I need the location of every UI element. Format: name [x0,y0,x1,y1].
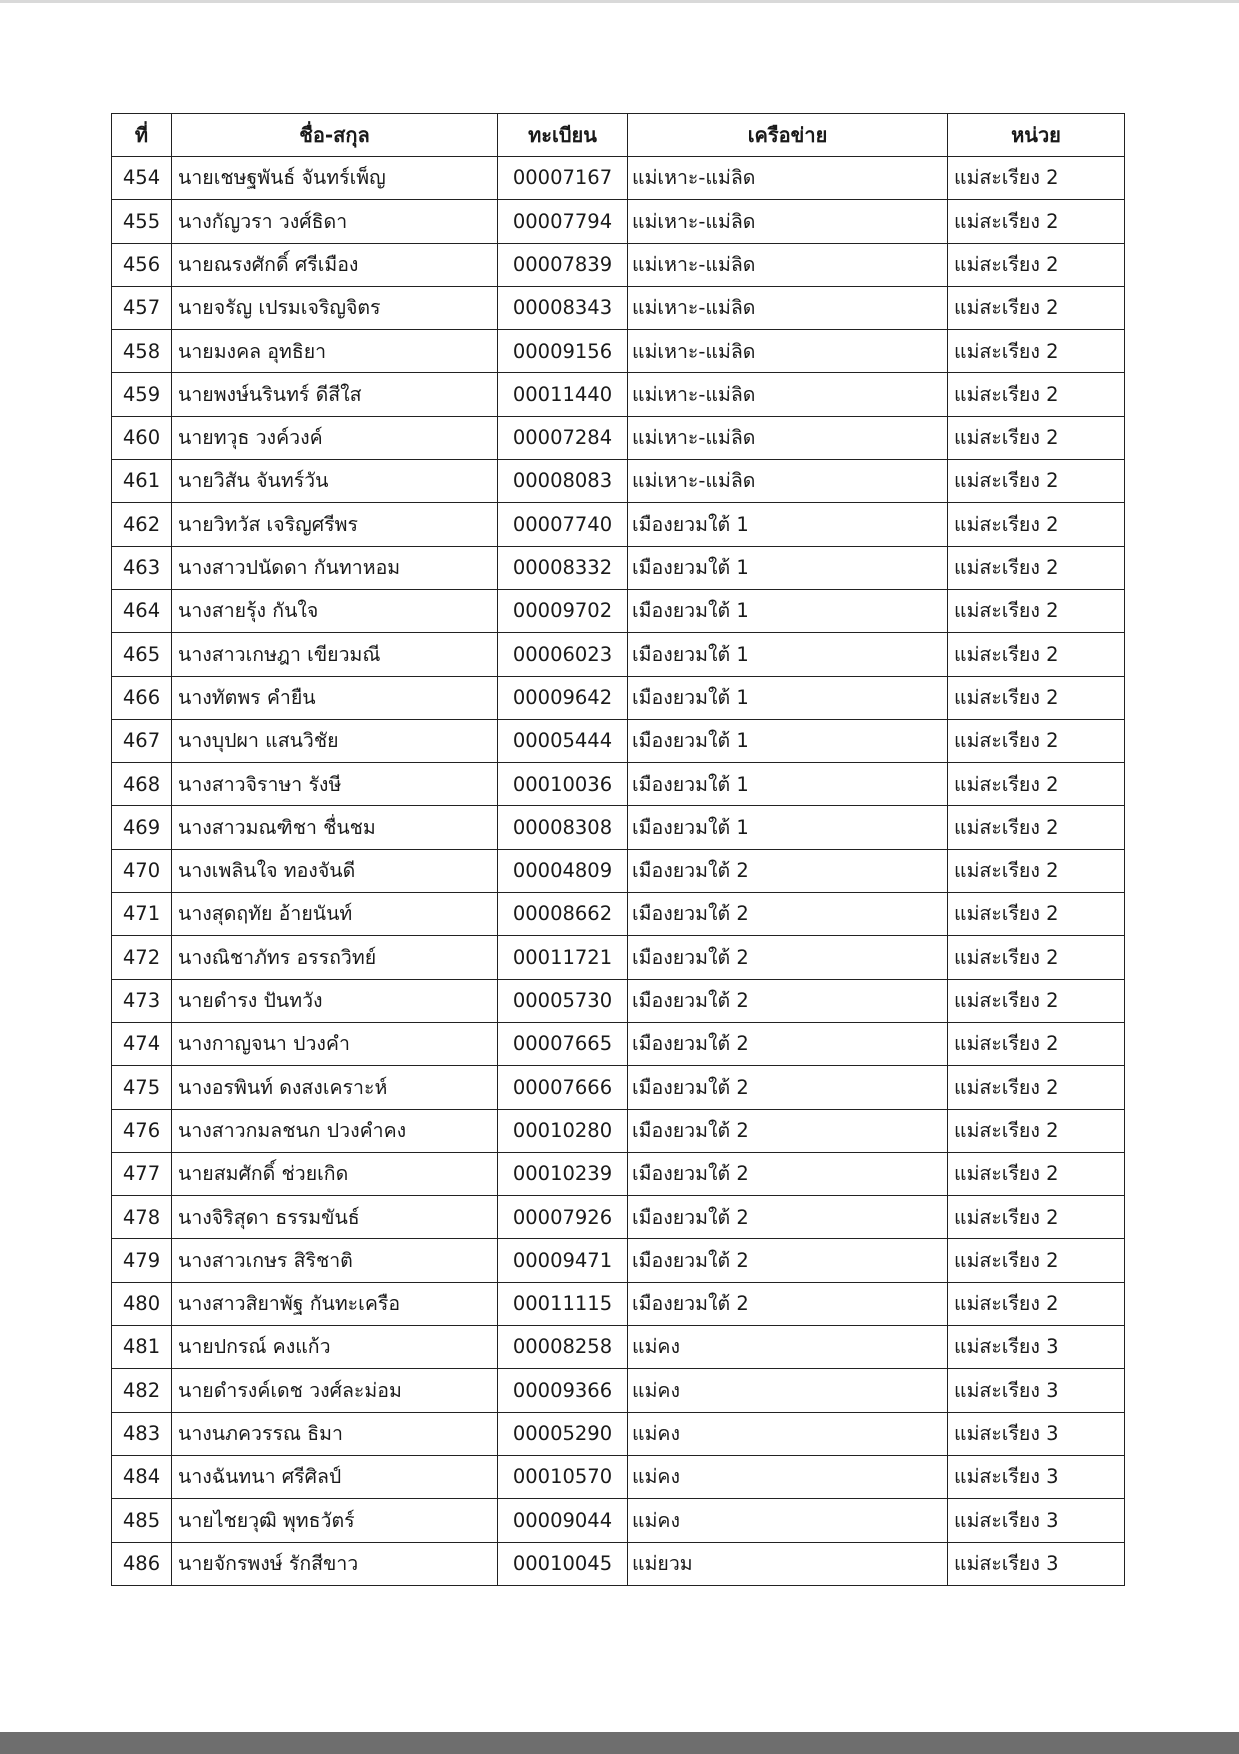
table-row [112,1499,1125,1542]
row-number: 482 [112,1369,172,1412]
network-name: เมืองยวมใต้ 2 [628,1239,948,1282]
row-number: 481 [112,1326,172,1369]
full-name: นางณิชาภัทร อรรถวิทย์ [172,936,498,979]
network-name: เมืองยวมใต้ 2 [628,1022,948,1065]
full-name: นางนภควรรณ ธิมา [172,1412,498,1455]
registration-number: 00010280 [498,1109,628,1152]
row-number: 474 [112,1022,172,1065]
network-name: เมืองยวมใต้ 1 [628,676,948,719]
table-row [112,1282,1125,1325]
network-name: เมืองยวมใต้ 2 [628,893,948,936]
table-row [112,373,1125,416]
network-name: แม่เหาะ-แม่ลิด [628,460,948,503]
unit-name: แม่สะเรียง 2 [948,849,1125,892]
row-number: 459 [112,373,172,416]
row-number: 467 [112,719,172,762]
registration-number: 00004809 [498,849,628,892]
full-name: นายณรงศักดิ์ ศรีเมือง [172,243,498,286]
full-name: นายเชษฐพันธ์ จันทร์เพ็ญ [172,157,498,200]
network-name: เมืองยวมใต้ 2 [628,1066,948,1109]
network-name: แม่คง [628,1412,948,1455]
unit-name: แม่สะเรียง 3 [948,1326,1125,1369]
registration-number: 00008083 [498,460,628,503]
unit-name: แม่สะเรียง 2 [948,243,1125,286]
full-name: นางทัตพร คำยืน [172,676,498,719]
row-number: 454 [112,157,172,200]
full-name: นางสาวกมลชนก ปวงคำคง [172,1109,498,1152]
full-name: นางสาวสิยาพัฐ กันทะเครือ [172,1282,498,1325]
registration-number: 00010239 [498,1152,628,1195]
unit-name: แม่สะเรียง 2 [948,1022,1125,1065]
network-name: เมืองยวมใต้ 1 [628,633,948,676]
table-header-row [112,114,1125,157]
full-name: นางบุปผา แสนวิชัย [172,719,498,762]
table-row [112,1022,1125,1065]
registration-number: 00006023 [498,633,628,676]
registration-number: 00008343 [498,286,628,329]
network-name: เมืองยวมใต้ 2 [628,849,948,892]
row-number: 480 [112,1282,172,1325]
row-number: 461 [112,460,172,503]
table-row [112,1109,1125,1152]
full-name: นายมงคล อุทธิยา [172,330,498,373]
row-number: 455 [112,200,172,243]
network-name: เมืองยวมใต้ 2 [628,1196,948,1239]
table-row [112,330,1125,373]
table-row [112,849,1125,892]
unit-name: แม่สะเรียง 2 [948,936,1125,979]
unit-name: แม่สะเรียง 2 [948,286,1125,329]
registration-number: 00009156 [498,330,628,373]
table-row [112,676,1125,719]
unit-name: แม่สะเรียง 2 [948,979,1125,1022]
header-unit: หน่วย [948,114,1125,157]
header-network: เครือข่าย [628,114,948,157]
table-row [112,1066,1125,1109]
unit-name: แม่สะเรียง 3 [948,1499,1125,1542]
table-row [112,157,1125,200]
full-name: นางเพลินใจ ทองจันดี [172,849,498,892]
full-name: นางสาวเกษฎา เขียวมณี [172,633,498,676]
table-row [112,1152,1125,1195]
network-name: เมืองยวมใต้ 1 [628,763,948,806]
full-name: นายทวุธ วงค์วงค์ [172,416,498,459]
network-name: เมืองยวมใต้ 1 [628,503,948,546]
full-name: นายดำรงค์เดช วงศ์ละม่อม [172,1369,498,1412]
full-name: นางจิริสุดา ธรรมขันธ์ [172,1196,498,1239]
table-row [112,1369,1125,1412]
table-row [112,893,1125,936]
unit-name: แม่สะเรียง 3 [948,1542,1125,1585]
full-name: นายไชยวุฒิ พุทธวัตร์ [172,1499,498,1542]
table-row [112,416,1125,459]
row-number: 466 [112,676,172,719]
row-number: 479 [112,1239,172,1282]
network-name: เมืองยวมใต้ 2 [628,1282,948,1325]
registration-number: 00010570 [498,1455,628,1498]
table-row [112,1412,1125,1455]
registration-number: 00007167 [498,157,628,200]
registration-number: 00008332 [498,546,628,589]
registration-number: 00005730 [498,979,628,1022]
registration-number: 00009366 [498,1369,628,1412]
table-row [112,806,1125,849]
registration-number: 00011721 [498,936,628,979]
unit-name: แม่สะเรียง 2 [948,719,1125,762]
unit-name: แม่สะเรียง 2 [948,1109,1125,1152]
network-name: เมืองยวมใต้ 2 [628,979,948,1022]
table-row [112,1455,1125,1498]
table-row [112,1542,1125,1585]
table-row [112,719,1125,762]
unit-name: แม่สะเรียง 2 [948,503,1125,546]
unit-name: แม่สะเรียง 2 [948,373,1125,416]
row-number: 468 [112,763,172,806]
row-number: 477 [112,1152,172,1195]
member-list-table [111,113,1125,1586]
registration-number: 00007926 [498,1196,628,1239]
row-number: 475 [112,1066,172,1109]
row-number: 469 [112,806,172,849]
network-name: แม่เหาะ-แม่ลิด [628,373,948,416]
full-name: นางสาวมณฑิชา ชื่นชม [172,806,498,849]
network-name: เมืองยวมใต้ 2 [628,936,948,979]
unit-name: แม่สะเรียง 2 [948,1282,1125,1325]
registration-number: 00009471 [498,1239,628,1282]
registration-number: 00010045 [498,1542,628,1585]
full-name: นายจรัญ เปรมเจริญจิตร [172,286,498,329]
full-name: นายวิสัน จันทร์วัน [172,460,498,503]
table-row [112,763,1125,806]
table-row [112,200,1125,243]
full-name: นายจักรพงษ์ รักสีขาว [172,1542,498,1585]
page-top-edge [0,0,1239,3]
full-name: นายพงษ์นรินทร์ ดีสีใส [172,373,498,416]
table-row [112,460,1125,503]
network-name: เมืองยวมใต้ 2 [628,1109,948,1152]
registration-number: 00011115 [498,1282,628,1325]
unit-name: แม่สะเรียง 2 [948,1066,1125,1109]
unit-name: แม่สะเรียง 2 [948,1239,1125,1282]
registration-number: 00008662 [498,893,628,936]
registration-number: 00007284 [498,416,628,459]
network-name: เมืองยวมใต้ 1 [628,719,948,762]
unit-name: แม่สะเรียง 2 [948,893,1125,936]
row-number: 465 [112,633,172,676]
row-number: 460 [112,416,172,459]
full-name: นางอรพินท์ ดงสงเคราะห์ [172,1066,498,1109]
network-name: เมืองยวมใต้ 1 [628,806,948,849]
network-name: แม่เหาะ-แม่ลิด [628,416,948,459]
table-row [112,1196,1125,1239]
row-number: 483 [112,1412,172,1455]
network-name: แม่เหาะ-แม่ลิด [628,286,948,329]
registration-number: 00010036 [498,763,628,806]
header-no: ที่ [112,114,172,157]
unit-name: แม่สะเรียง 2 [948,416,1125,459]
network-name: แม่ยวม [628,1542,948,1585]
registration-number: 00009044 [498,1499,628,1542]
table-row [112,503,1125,546]
full-name: นางสายรุ้ง กันใจ [172,589,498,632]
row-number: 458 [112,330,172,373]
row-number: 476 [112,1109,172,1152]
registration-number: 00005444 [498,719,628,762]
registration-number: 00007666 [498,1066,628,1109]
network-name: แม่เหาะ-แม่ลิด [628,330,948,373]
row-number: 478 [112,1196,172,1239]
network-name: เมืองยวมใต้ 1 [628,589,948,632]
unit-name: แม่สะเรียง 3 [948,1412,1125,1455]
registration-number: 00005290 [498,1412,628,1455]
table-body [112,157,1125,1586]
row-number: 457 [112,286,172,329]
full-name: นางสาวจิราษา รังษี [172,763,498,806]
registration-number: 00008258 [498,1326,628,1369]
registration-number: 00007740 [498,503,628,546]
full-name: นายดำรง ปันทวัง [172,979,498,1022]
full-name: นายวิทวัส เจริญศรีพร [172,503,498,546]
unit-name: แม่สะเรียง 2 [948,763,1125,806]
row-number: 462 [112,503,172,546]
table-row [112,633,1125,676]
row-number: 484 [112,1455,172,1498]
unit-name: แม่สะเรียง 2 [948,1152,1125,1195]
table-row [112,286,1125,329]
full-name: นางสุดฤทัย อ้ายนันท์ [172,893,498,936]
unit-name: แม่สะเรียง 2 [948,157,1125,200]
full-name: นายสมศักดิ์ ช่วยเกิด [172,1152,498,1195]
row-number: 473 [112,979,172,1022]
row-number: 486 [112,1542,172,1585]
unit-name: แม่สะเรียง 3 [948,1455,1125,1498]
unit-name: แม่สะเรียง 2 [948,546,1125,589]
unit-name: แม่สะเรียง 2 [948,460,1125,503]
row-number: 456 [112,243,172,286]
unit-name: แม่สะเรียง 2 [948,806,1125,849]
full-name: นางฉันทนา ศรีศิลป์ [172,1455,498,1498]
network-name: แม่คง [628,1369,948,1412]
row-number: 485 [112,1499,172,1542]
row-number: 472 [112,936,172,979]
row-number: 464 [112,589,172,632]
network-name: แม่คง [628,1326,948,1369]
unit-name: แม่สะเรียง 2 [948,633,1125,676]
table-row [112,1326,1125,1369]
network-name: แม่เหาะ-แม่ลิด [628,200,948,243]
registration-number: 00009642 [498,676,628,719]
registration-number: 00007665 [498,1022,628,1065]
table-row [112,1239,1125,1282]
registration-number: 00007794 [498,200,628,243]
registration-number: 00009702 [498,589,628,632]
unit-name: แม่สะเรียง 2 [948,1196,1125,1239]
registration-number: 00007839 [498,243,628,286]
unit-name: แม่สะเรียง 3 [948,1369,1125,1412]
network-name: เมืองยวมใต้ 1 [628,546,948,589]
scan-bottom-border [0,1732,1239,1754]
full-name: นายปกรณ์ คงแก้ว [172,1326,498,1369]
unit-name: แม่สะเรียง 2 [948,330,1125,373]
registration-number: 00008308 [498,806,628,849]
table-row [112,589,1125,632]
registration-number: 00011440 [498,373,628,416]
full-name: นางกาญจนา ปวงคำ [172,1022,498,1065]
row-number: 463 [112,546,172,589]
header-registration: ทะเบียน [498,114,628,157]
network-name: แม่เหาะ-แม่ลิด [628,243,948,286]
full-name: นางกัญวรา วงศ์ธิดา [172,200,498,243]
network-name: แม่คง [628,1455,948,1498]
network-name: แม่คง [628,1499,948,1542]
table-row [112,936,1125,979]
network-name: แม่เหาะ-แม่ลิด [628,157,948,200]
header-name: ชื่อ-สกุล [172,114,498,157]
unit-name: แม่สะเรียง 2 [948,200,1125,243]
table-row [112,546,1125,589]
full-name: นางสาวปนัดดา กันทาหอม [172,546,498,589]
full-name: นางสาวเกษร สิริชาติ [172,1239,498,1282]
unit-name: แม่สะเรียง 2 [948,676,1125,719]
table-row [112,243,1125,286]
row-number: 470 [112,849,172,892]
table-row [112,979,1125,1022]
network-name: เมืองยวมใต้ 2 [628,1152,948,1195]
row-number: 471 [112,893,172,936]
unit-name: แม่สะเรียง 2 [948,589,1125,632]
